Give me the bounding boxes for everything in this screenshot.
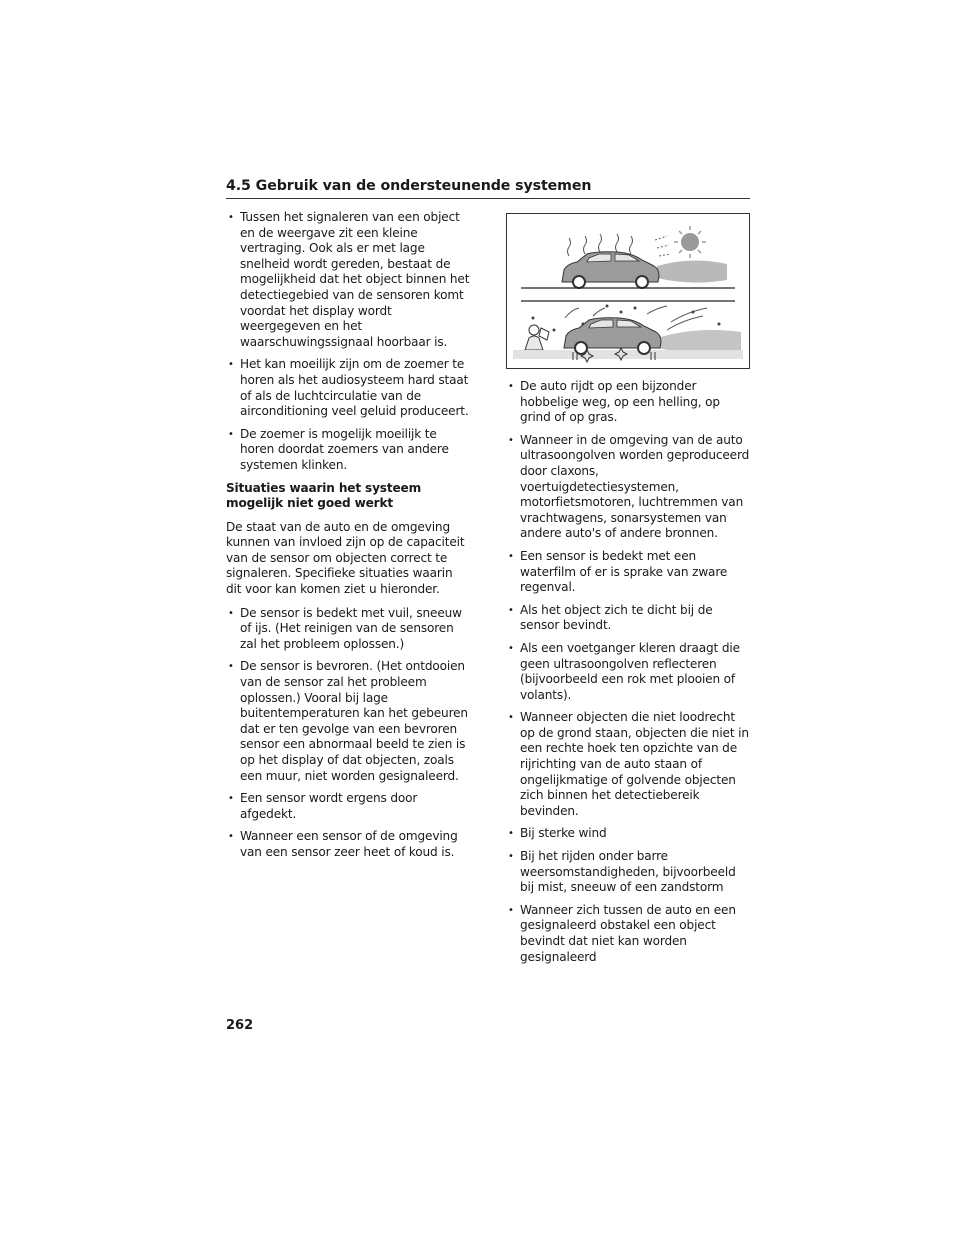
- car-icon: [564, 318, 661, 354]
- right-column: [506, 379, 750, 972]
- weather-illustration: [506, 213, 750, 369]
- list-item: • Als een voetganger kleren draagt die geen ultrasoongolven reflecteren (bijvoorbeeld een rok met plooien of volants).: [506, 641, 750, 703]
- left-column: [226, 210, 470, 868]
- list-item: • Een sensor is bedekt met een waterfilm of er is sprake van zware regenval.: [506, 549, 750, 596]
- snow-ground: [513, 350, 743, 359]
- sub-heading: Situaties waarin het systeem mogelijk niet goed werkt: [226, 480, 422, 511]
- list-item: • Als het object zich te dicht bij de sensor bevindt.: [506, 603, 750, 634]
- sun-rays-icon: [655, 236, 671, 256]
- list-item: • De sensor is bedekt met vuil, sneeuw of ijs. (Het reinigen van de sensoren zal het probleem oplossen.): [226, 606, 470, 653]
- snowplow-person-icon: [525, 325, 549, 350]
- sun-icon: [674, 226, 706, 258]
- list-item: • De sensor is bevroren. (Het ontdooien van de sensor zal het probleem oplossen.) Vooral bij lage buitentemperaturen kan het gebeuren dat er ten gevolge van een bevroren sensor een abnormaal beeld te zien is op het display of dat objecten, zoals een muur, niet worden gesignaleerd.: [226, 659, 470, 784]
- list-item: • Tussen het signaleren van een object en de weergave zit een kleine vertraging. Ook als er met lage snelheid wordt gereden, bestaat de mogelijkheid dat het object binnen het detectiegebied van de sensoren komt voordat het display wordt weergegeven en het waarschuwingssignaal hoorbaar is.: [226, 210, 470, 350]
- page-number: 262: [226, 1018, 254, 1033]
- bullet-list-top: [226, 210, 470, 474]
- list-item: • Wanneer in de omgeving van de auto ultrasoongolven worden geproduceerd door claxons, voertuigdetectiesystemen, motorfietsmotoren, luchtremmen van vrachtwagens, sonarsystemen van andere auto's of andere bronnen.: [506, 433, 750, 542]
- list-item: • De auto rijdt op een bijzonder hobbelige weg, op een helling, op grind of op gras.: [506, 379, 750, 426]
- list-item: • Het kan moeilijk zijn om de zoemer te horen als het audiosysteem hard staat of als de luchtcirculatie van de airconditioning veel geluid produceert.: [226, 357, 470, 419]
- intro-paragraph: De staat van de auto en de omgeving kunnen van invloed zijn op de capaciteit van de sensor om objecten correct te signaleren. Specifieke situaties waarin dit voor kan komen ziet u hieronder.: [226, 519, 465, 597]
- bullet-list-bottom: [226, 606, 470, 861]
- section-title: 4.5 Gebruik van de ondersteunende systemen: [226, 178, 750, 199]
- list-item: • Bij het rijden onder barre weersomstandigheden, bijvoorbeeld bij mist, sneeuw of een zandstorm: [506, 849, 750, 896]
- car-icon: [562, 252, 659, 288]
- sensor-wave-icon: [657, 330, 741, 353]
- list-item: • Wanneer objecten die niet loodrecht op de grond staan, objecten die niet in een rechte hoek ten opzichte van de rijrichting van de auto staan of ongelijkmatige of golvende objecten zich binnen het detectiebereik bevinden.: [506, 710, 750, 819]
- bullet-list-right: [506, 379, 750, 965]
- illustration-svg: [507, 214, 749, 368]
- list-item: • Wanneer een sensor of de omgeving van een sensor zeer heet of koud is.: [226, 829, 470, 860]
- sensor-wave-icon: [657, 260, 727, 282]
- list-item: • Bij sterke wind: [506, 826, 750, 842]
- list-item: • De zoemer is mogelijk moeilijk te horen doordat zoemers van andere systemen klinken.: [226, 427, 470, 474]
- list-item: • Wanneer zich tussen de auto en een gesignaleerd obstakel een object bevindt dat niet kan worden gesignaleerd: [506, 903, 750, 965]
- list-item: • Een sensor wordt ergens door afgedekt.: [226, 791, 470, 822]
